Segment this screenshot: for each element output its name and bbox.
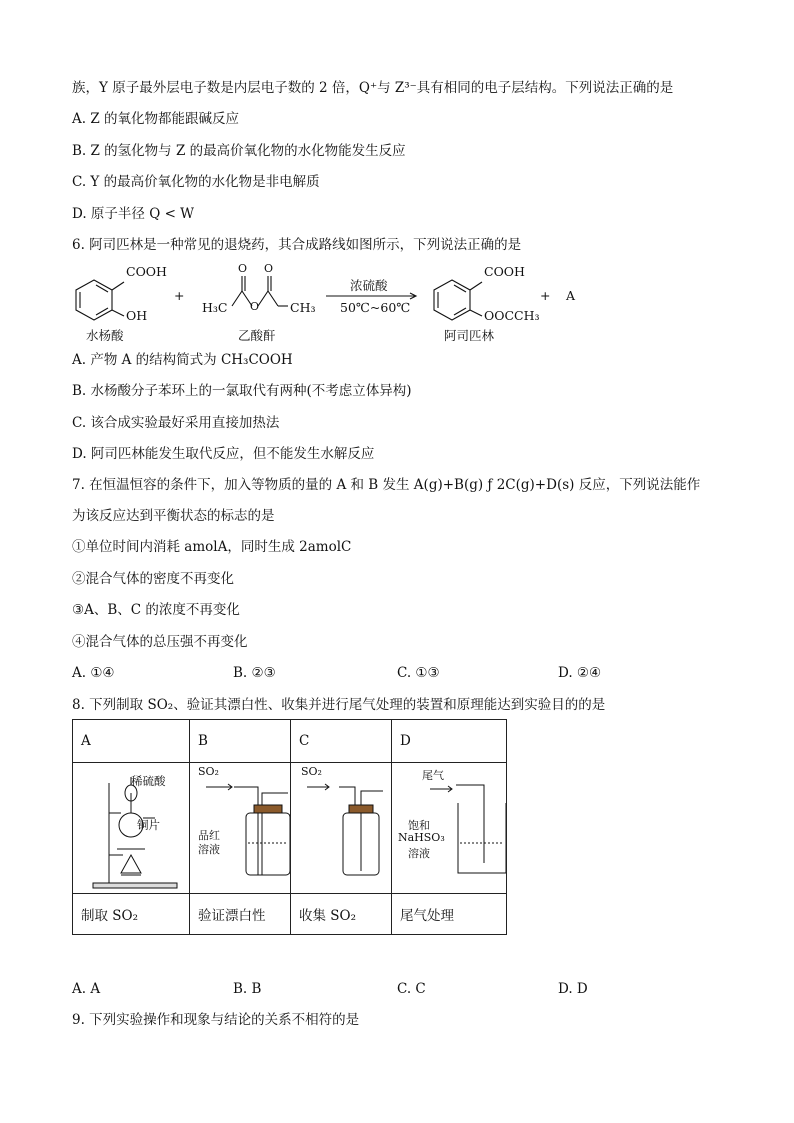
q8-stem: 8. 下列制取 SO₂、验证其漂白性、收集并进行尾气处理的装置和原理能达到实验目的的是 [72, 697, 606, 713]
salicylic-name: 水杨酸 [86, 328, 124, 343]
q7-stem-line-1: 7. 在恒温恒容的条件下，加入等物质的量的 A 和 B 发生 A(g)+B(g) ƒ 2C(g)+D(s) 反应，下列说法能作 [72, 477, 701, 493]
anhydride-left-methyl: H₃C [202, 300, 228, 315]
q6-option-b: B. 水杨酸分子苯环上的一氯取代有两种(不考虑立体异构) [72, 383, 412, 399]
q7-choice-c: C. ①③ [397, 665, 440, 681]
so2-inlet-label-b: SO₂ [198, 765, 219, 778]
q8-choice-d: D. D [558, 981, 588, 997]
q7-choice-b: B. ②③ [233, 665, 276, 681]
q5-stem-line: 族，Y 原子最外层电子数是内层电子数的 2 倍，Q⁺与 Z³⁻具有相同的电子层结构。下列说法正确的是 [72, 80, 674, 96]
aspirin-name: 阿司匹林 [444, 328, 495, 343]
plus-sign-2: + [540, 288, 551, 303]
header-c: C [291, 720, 392, 763]
apparatus-c-cell [291, 763, 392, 894]
q7-statement-1: ①单位时间内消耗 amolA，同时生成 2amolC [72, 539, 352, 555]
solution-label-b: 溶液 [198, 843, 220, 856]
reaction-temperature: 50℃~60℃ [340, 300, 411, 315]
q5-option-a: A. Z 的氧化物都能跟碱反应 [72, 111, 240, 127]
header-a: A [73, 720, 190, 763]
salicylic-oh-label: OH [126, 308, 148, 323]
reaction-scheme [60, 258, 700, 348]
apparatus-table [72, 719, 507, 935]
q7-statement-3: ③A、B、C 的浓度不再变化 [72, 602, 240, 618]
salicylic-cooh-label: COOH [126, 264, 167, 279]
apparatus-purpose-row [73, 894, 507, 935]
aspirin-ester-label: OOCCH₃ [484, 308, 540, 323]
anhydride-right-methyl: CH₃ [290, 300, 316, 315]
q7-choice-d: D. ②④ [558, 665, 602, 681]
anhydride-o-top-1: O [238, 262, 248, 275]
q5-option-c: C. Y 的最高价氧化物的水化物是非电解质 [72, 174, 320, 190]
anhydride-o-bridge: O [250, 300, 260, 313]
q7-statement-2: ②混合气体的密度不再变化 [72, 571, 234, 587]
q6-option-a: A. 产物 A 的结构简式为 CH₃COOH [72, 352, 293, 368]
plus-sign-1: + [174, 288, 185, 303]
purpose-a: 制取 SO₂ [73, 894, 190, 935]
q6-option-d: D. 阿司匹林能发生取代反应，但不能发生水解反应 [72, 446, 375, 462]
tail-gas-label: 尾气 [422, 769, 444, 782]
header-b: B [190, 720, 291, 763]
q8-choice-a: A. A [72, 981, 101, 997]
so2-inlet-label-c: SO₂ [301, 765, 322, 778]
q7-statement-4: ④混合气体的总压强不再变化 [72, 634, 248, 650]
q9-stem: 9. 下列实验操作和现象与结论的关系不相符的是 [72, 1012, 360, 1028]
collection-bottle-icon [299, 763, 391, 893]
apparatus-d-cell [392, 763, 507, 894]
q8-choice-c: C. C [397, 981, 426, 997]
q7-stem-line-2: 为该反应达到平衡状态的标志的是 [72, 508, 275, 524]
purpose-c: 收集 SO₂ [291, 894, 392, 935]
apparatus-a-cell [73, 763, 190, 894]
product-a-label: A [566, 288, 576, 303]
purpose-d: 尾气处理 [392, 894, 507, 935]
q5-option-b: B. Z 的氢化物与 Z 的最高价氧化物的水化物能发生反应 [72, 143, 406, 159]
apparatus-image-row [73, 763, 507, 894]
anhydride-name: 乙酸酐 [238, 328, 276, 343]
purpose-b: 验证漂白性 [190, 894, 291, 935]
q6-stem: 6. 阿司匹林是一种常见的退烧药，其合成路线如图所示，下列说法正确的是 [72, 237, 522, 253]
anhydride-o-top-2: O [264, 262, 274, 275]
q5-option-d: D. 原子半径 Q < W [72, 206, 195, 222]
reaction-catalyst: 浓硫酸 [350, 278, 388, 293]
apparatus-b-cell [190, 763, 291, 894]
q6-option-c: C. 该合成实验最好采用直接加热法 [72, 415, 280, 431]
q8-choice-b: B. B [233, 981, 262, 997]
header-d: D [392, 720, 507, 763]
q7-choice-a: A. ①④ [72, 665, 115, 681]
apparatus-header-row [73, 720, 507, 763]
magenta-solution-label: 品红 [198, 829, 220, 842]
nahso3-label: NaHSO₃ [398, 831, 445, 844]
solution-label-d: 溶液 [408, 847, 430, 860]
saturated-label: 饱和 [408, 819, 430, 832]
aspirin-cooh-label: COOH [484, 264, 525, 279]
copper-label: 铜片 [137, 818, 160, 832]
dilute-sulfuric-acid-label: 稀硫酸 [131, 774, 166, 788]
